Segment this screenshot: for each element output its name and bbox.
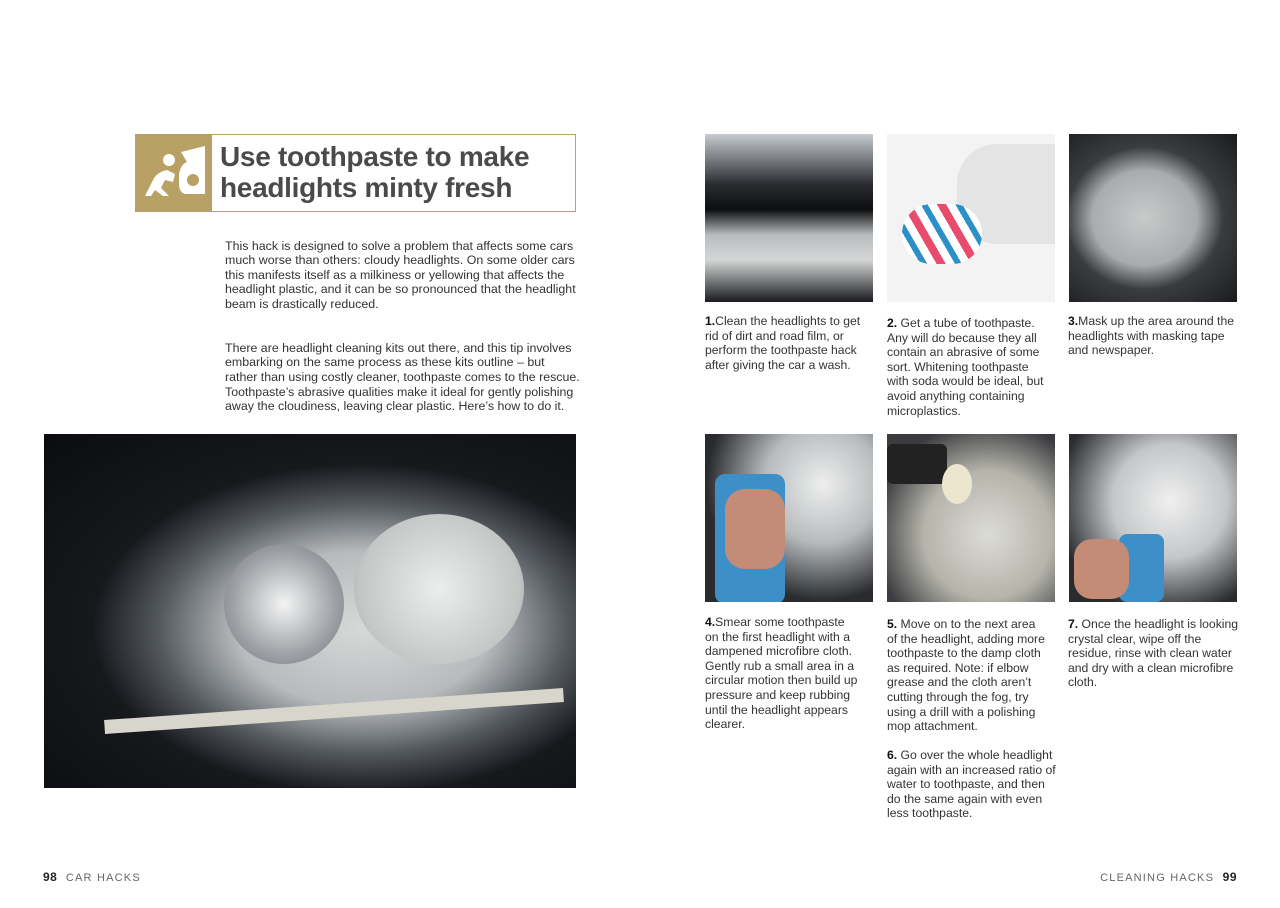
step-number: 4.: [705, 615, 716, 629]
step-number: 2.: [887, 316, 898, 330]
page-number: 98: [43, 870, 58, 884]
step-text: Get a tube of toothpaste. Any will do because they all contain an abrasive of some sort. Whitening toothpaste with soda would be ideal, but avoid anything containing microplastics.: [887, 316, 1044, 418]
step-5-photo: [887, 434, 1055, 602]
step-2-photo: [887, 134, 1055, 302]
intro-paragraph: This hack is designed to solve a problem that affects some cars much worse than others: cloudy headlights. On some older cars this manifests itself as a milkiness or yellowing that affects the headlight plastic, and it can be so pronounced that the headlight beam is drastically reduced.: [225, 238, 576, 311]
step-number: 3.: [1068, 314, 1079, 328]
step-5: [887, 617, 1062, 734]
step-number: 6.: [887, 748, 898, 762]
section-name: CLEANING HACKS: [1100, 872, 1215, 884]
step-6: [887, 748, 1067, 821]
step-text: Move on to the next area of the headlight, adding more toothpaste to the damp cloth as required. Note: if elbow grease and the cloth aren’t cutting through the fog, try using a drill with a polishing mop attachment.: [887, 617, 1045, 734]
headlight-masked-photo: [44, 434, 576, 788]
footer-right: [1100, 870, 1237, 884]
step-text: Once the headlight is looking crystal clear, wipe off the residue, rinse with clean water and dry with a clean microfibre cloth.: [1068, 617, 1239, 690]
step-4-photo: [705, 434, 873, 602]
section-name: CAR HACKS: [65, 872, 141, 884]
intro-paragraph: There are headlight cleaning kits out there, and this tip involves embarking on the same process as these kits outline – but rather than using costly cleaner, toothpaste comes to the rescue. Toothpaste’s abrasive qualities make it ideal for gently polishing away the cloudiness, leaving clear plastic. Here’s how to do it.: [225, 340, 580, 414]
intro-text: [225, 224, 585, 428]
step-text: Mask up the area around the headlights with masking tape and newspaper.: [1068, 314, 1235, 358]
person-car-icon: [135, 134, 212, 212]
step-3-photo: [1069, 134, 1237, 302]
step-2: [887, 316, 1062, 418]
step-number: 5.: [887, 617, 898, 631]
step-1-photo: [705, 134, 873, 302]
step-text: Clean the headlights to get rid of dirt and road film, or perform the toothpaste hack after giving the car a wash.: [705, 314, 861, 372]
step-4: [705, 615, 880, 732]
step-7-photo: [1069, 434, 1237, 602]
step-number: 7.: [1068, 617, 1079, 631]
step-7: [1068, 617, 1243, 690]
step-text: Go over the whole headlight again with an increased ratio of water to toothpaste, and then do the same again with even less toothpaste.: [887, 748, 1056, 821]
footer-left: [43, 870, 141, 884]
step-text: Smear some toothpaste on the first headlight with a dampened microfibre cloth. Gently rub a small area in a circular motion then build up pressure and keep rubbing until the headlight appears clearer.: [705, 615, 858, 732]
step-1: [705, 314, 880, 372]
step-3: [1068, 314, 1243, 358]
page-title: Use toothpaste to make headlights minty fresh: [220, 141, 530, 203]
page-number: 99: [1222, 870, 1237, 884]
step-number: 1.: [705, 314, 716, 328]
